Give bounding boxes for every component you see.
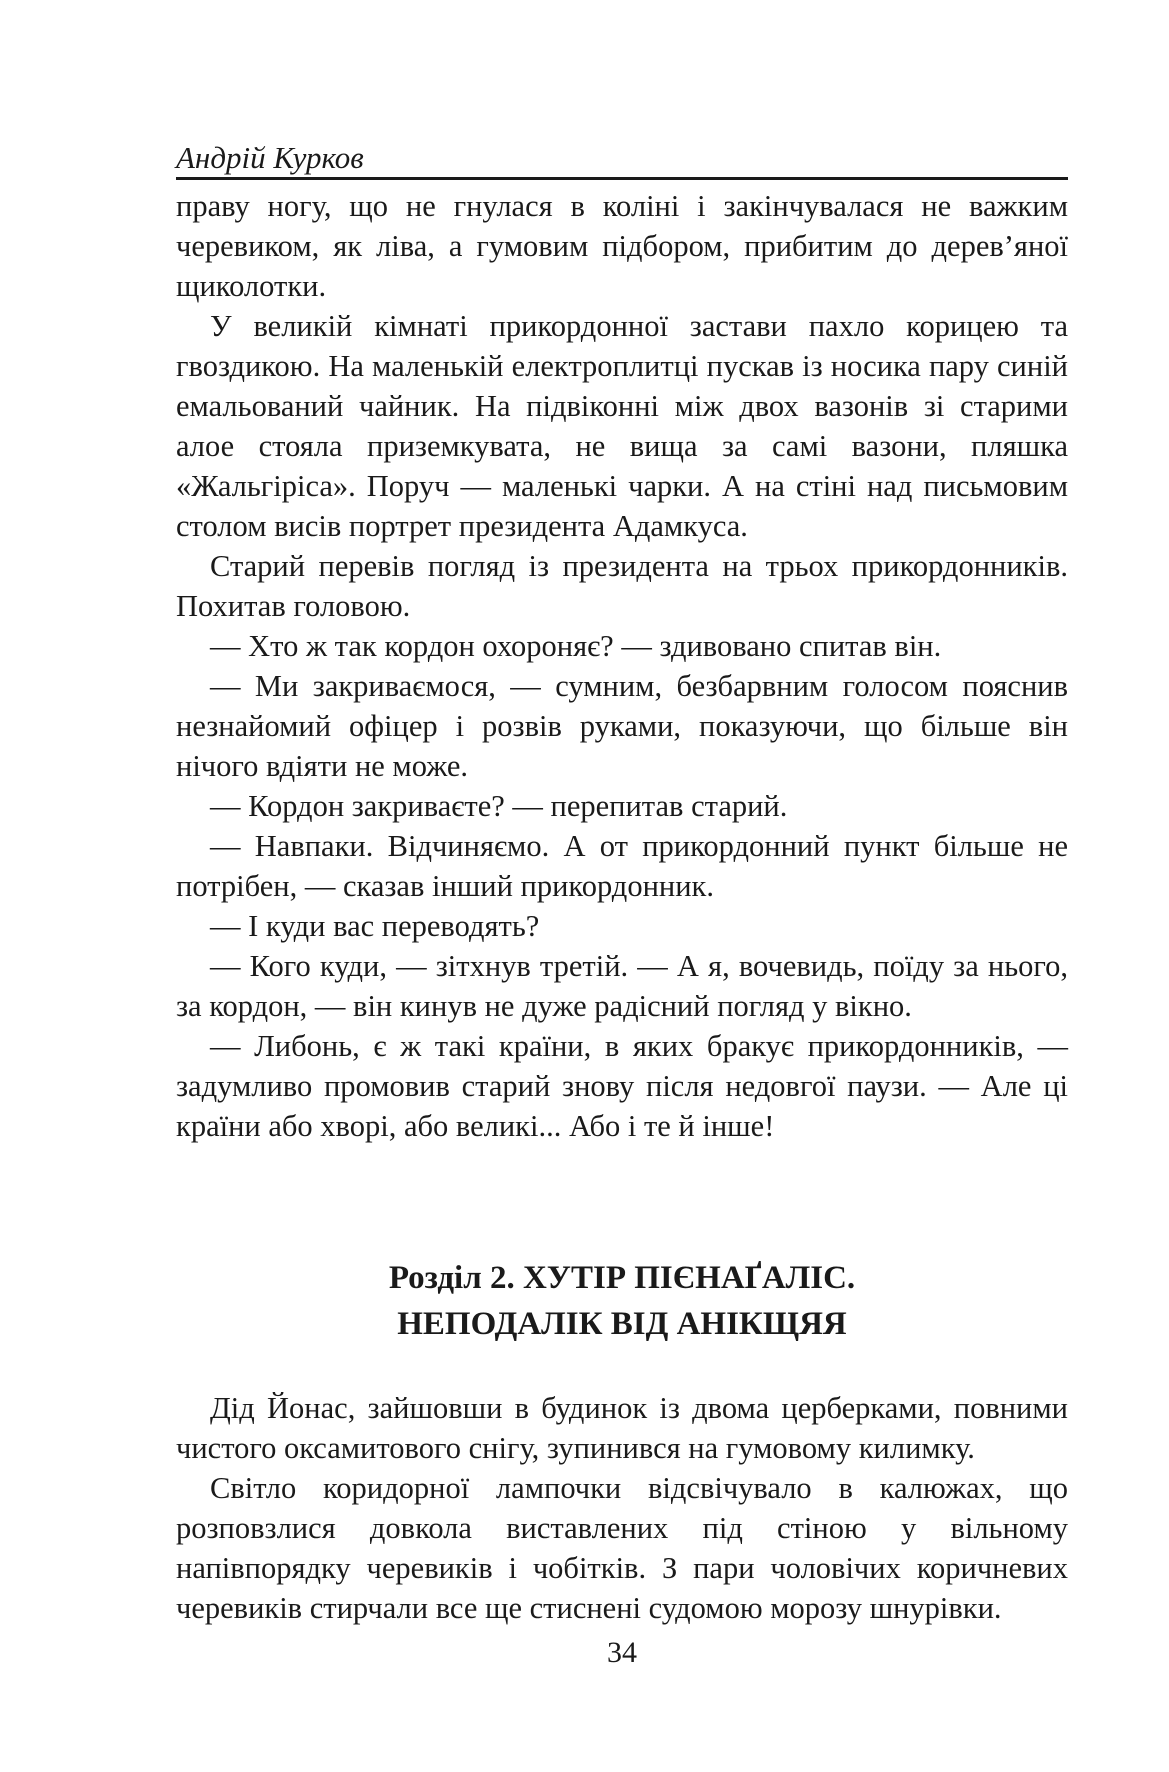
book-page xyxy=(176,0,1068,1772)
dialogue-line: — Либонь, є ж такі країни, в яких бракує прикордонників, — задумливо промовив старий знову після недовгої паузи. — Але ці країни або хворі, або великі... Або і те й інше! xyxy=(176,1029,1068,1143)
page-number: 34 xyxy=(607,1636,637,1669)
paragraph: У великій кімнаті прикордонної застави пахло корицею та гвоздикою. На маленькій електроплитці пускав із носика пару синій емальований чайник. На підвіконні між двох вазонів зі старими алое стояла приземкувата, не вища за самі вазони, пляшка «Жальгіріса». Поруч — маленькі чарки. А на стіні над письмовим столом висів портрет президента Адамкуса. xyxy=(176,309,1068,543)
dialogue-line: — Хто ж так кордон охороняє? — здивовано спитав він. xyxy=(210,629,942,663)
header-rule xyxy=(176,177,1068,180)
chapter-title-line-1: Розділ 2. ХУТІР ПІЄНАҐАЛІС. xyxy=(388,1260,856,1296)
chapter-title xyxy=(176,1255,1068,1347)
dialogue-line: — І куди вас переводять? xyxy=(210,909,540,943)
paragraph: Старий перевів погляд із президента на трьох прикордонників. Похитав головою. xyxy=(176,549,1068,623)
dialogue-line: — Навпаки. Відчиняємо. А от прикордонний пункт більше не потрібен, — сказав інший прикордонник. xyxy=(176,829,1068,903)
dialogue-line: — Ми закриваємося, — сумним, безбарвним голосом пояснив незнайомий офіцер і розвів руками, показуючи, що більше він нічого вдіяти не може. xyxy=(176,669,1068,783)
chapter-title-line-2: НЕПОДАЛІК ВІД АНІКЩЯЯ xyxy=(397,1306,847,1342)
body-text xyxy=(176,186,1068,1146)
paragraph: Світло коридорної лампочки відсвічувало в калюжах, що розповзлися довкола виставлених під стіною у вільному напівпорядку черевиків і чобітків. З пари чоловічих коричневих черевиків стирчали все ще стиснені судомою морозу шнурівки. xyxy=(176,1471,1068,1625)
chapter-text xyxy=(176,1388,1068,1628)
paragraph: Дід Йонас, зайшовши в будинок із двома церберками, повними чистого оксамитового снігу, зупинився на гумовому килимку. xyxy=(176,1391,1068,1465)
paragraph: праву ногу, що не гнулася в коліні і закінчувалася не важким черевиком, як ліва, а гумовим підбором, прибитим до дерев’яної щиколотки. xyxy=(176,189,1068,303)
dialogue-line: — Кого куди, — зітхнув третій. — А я, вочевидь, поїду за нього, за кордон, — він кинув не дуже радісний погляд у вікно. xyxy=(176,949,1068,1023)
running-head-author: Андрій Курков xyxy=(176,140,364,175)
dialogue-line: — Кордон закриваєте? — перепитав старий. xyxy=(210,789,788,823)
